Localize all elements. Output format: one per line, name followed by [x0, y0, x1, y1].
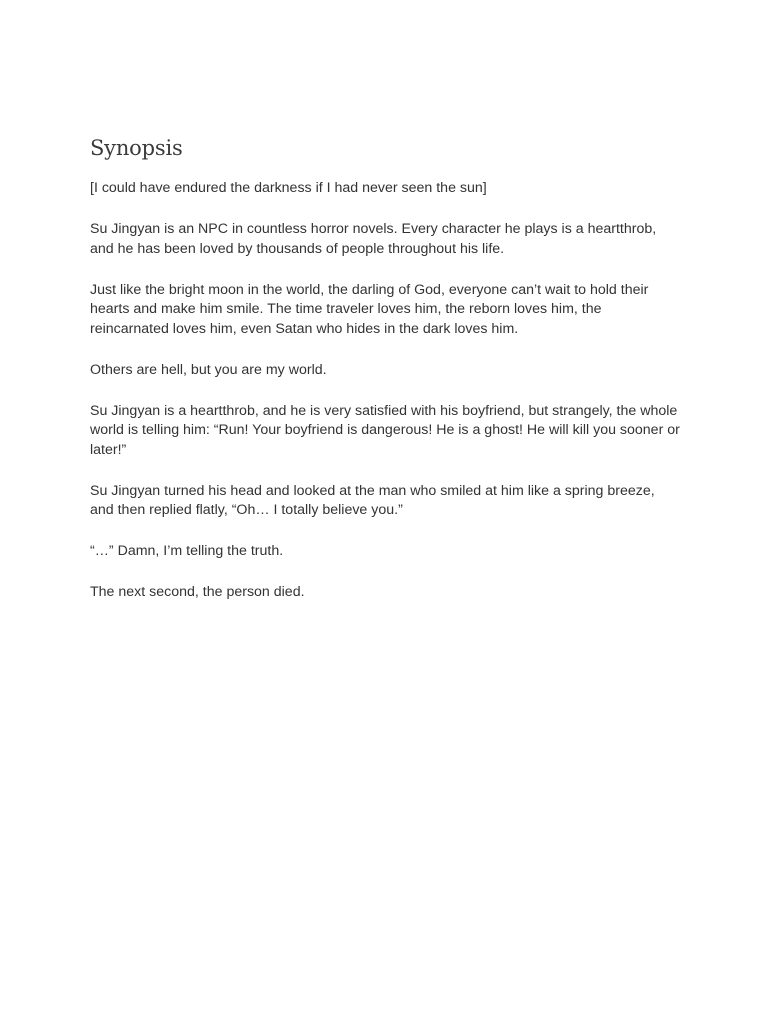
paragraph: Su Jingyan turned his head and looked at the man who smiled at him like a spring breeze, and then replied flatly, “Oh… I totally believe you.” — [90, 482, 655, 518]
paragraph: The next second, the person died. — [90, 584, 305, 600]
page-title: Synopsis — [90, 136, 183, 160]
paragraph: Su Jingyan is a heartthrob, and he is very satisfied with his boyfriend, but strangely, the whole world is telling him: “Run! Your boyfriend is dangerous! He is a ghost! He will kill you sooner or later!” — [90, 402, 680, 458]
paragraph: Just like the bright moon in the world, the darling of God, everyone can’t wait to hold their hearts and make him smile. The time traveler loves him, the reborn loves him, the reincarnated loves him, even Satan who hides in the dark loves him. — [90, 281, 649, 337]
document-page — [90, 135, 680, 624]
paragraph: Others are hell, but you are my world. — [90, 361, 327, 378]
paragraph: Su Jingyan is an NPC in countless horror novels. Every character he plays is a heartthrob, and he has been loved by thousands of people throughout his life. — [90, 221, 657, 257]
paragraph-epigraph: [I could have endured the darkness if I had never seen the sun] — [90, 180, 487, 196]
paragraph: “…” Damn, I’m telling the truth. — [90, 543, 284, 559]
